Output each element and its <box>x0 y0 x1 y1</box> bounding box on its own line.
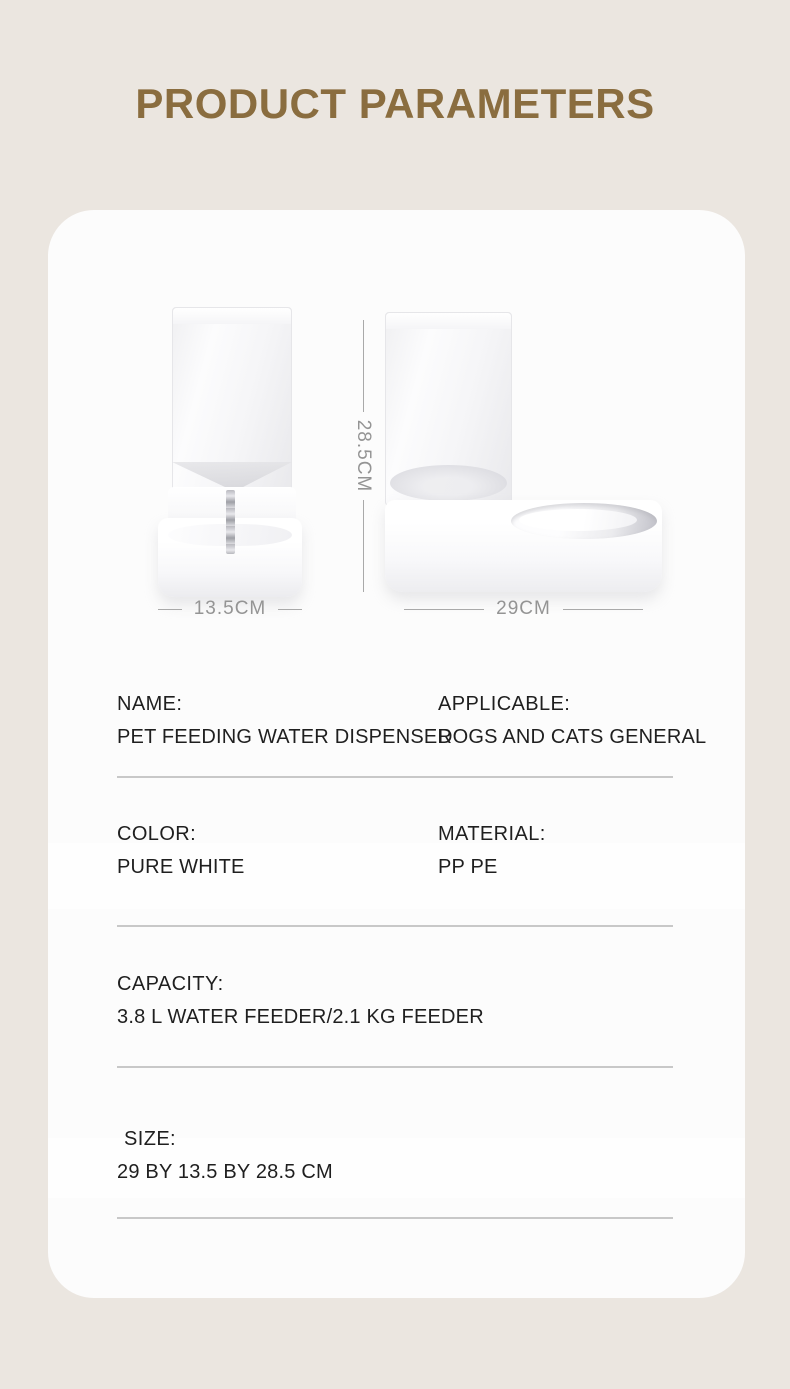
spec-material-label: MATERIAL: <box>438 823 546 845</box>
spec-capacity-value: 3.8 L WATER FEEDER/2.1 KG FEEDER <box>117 1006 484 1028</box>
spec-applicable-value: DOGS AND CATS GENERAL <box>438 726 707 748</box>
tank-bottom-shading <box>390 465 507 501</box>
tank-lid <box>173 308 291 324</box>
left-width-dimension-label: 13.5CM <box>193 598 267 619</box>
spec-name <box>117 693 453 749</box>
product-parameters-card <box>48 210 745 1298</box>
dimension-tick <box>278 609 302 610</box>
spec-applicable-label: APPLICABLE: <box>438 693 571 715</box>
spec-size-label: SIZE: <box>124 1128 177 1150</box>
spec-color-label: COLOR: <box>117 823 197 845</box>
dimension-tick <box>404 609 484 610</box>
feeder-bowl <box>511 503 657 539</box>
spec-name-label: NAME: <box>117 693 183 715</box>
spec-material-value: PP PE <box>438 856 498 878</box>
spec-color <box>117 823 438 879</box>
spec-row-capacity <box>117 973 721 1068</box>
right-width-dimension-label: 29CM <box>496 598 551 619</box>
tank-lid <box>386 313 511 329</box>
left-width-dimension <box>158 598 302 620</box>
spec-material <box>438 823 721 879</box>
divider <box>117 1217 673 1219</box>
height-dimension-line-bottom <box>363 500 364 592</box>
dimension-tick <box>563 609 643 610</box>
spec-size-value: 29 BY 13.5 BY 28.5 CM <box>117 1161 333 1183</box>
right-width-dimension <box>385 598 662 620</box>
spec-name-value: PET FEEDING WATER DISPENSER <box>117 726 453 748</box>
spec-row-size <box>117 1128 721 1219</box>
divider <box>117 1066 673 1068</box>
page-title: PRODUCT PARAMETERS <box>135 80 655 127</box>
height-dimension-line-top <box>363 320 364 412</box>
water-level-strip <box>226 490 235 554</box>
divider <box>117 776 673 778</box>
spec-row-name-applicable <box>117 693 721 778</box>
height-dimension-label: 28.5CM <box>353 419 374 493</box>
dimension-tick <box>158 609 182 610</box>
spec-applicable <box>438 693 721 749</box>
food-feeder-tank-image <box>385 312 512 506</box>
spec-row-color-material <box>117 823 721 927</box>
product-figure <box>48 210 745 650</box>
spec-capacity-label: CAPACITY: <box>117 973 224 995</box>
spec-list <box>48 650 745 1219</box>
spec-color-value: PURE WHITE <box>117 856 245 878</box>
divider <box>117 925 673 927</box>
